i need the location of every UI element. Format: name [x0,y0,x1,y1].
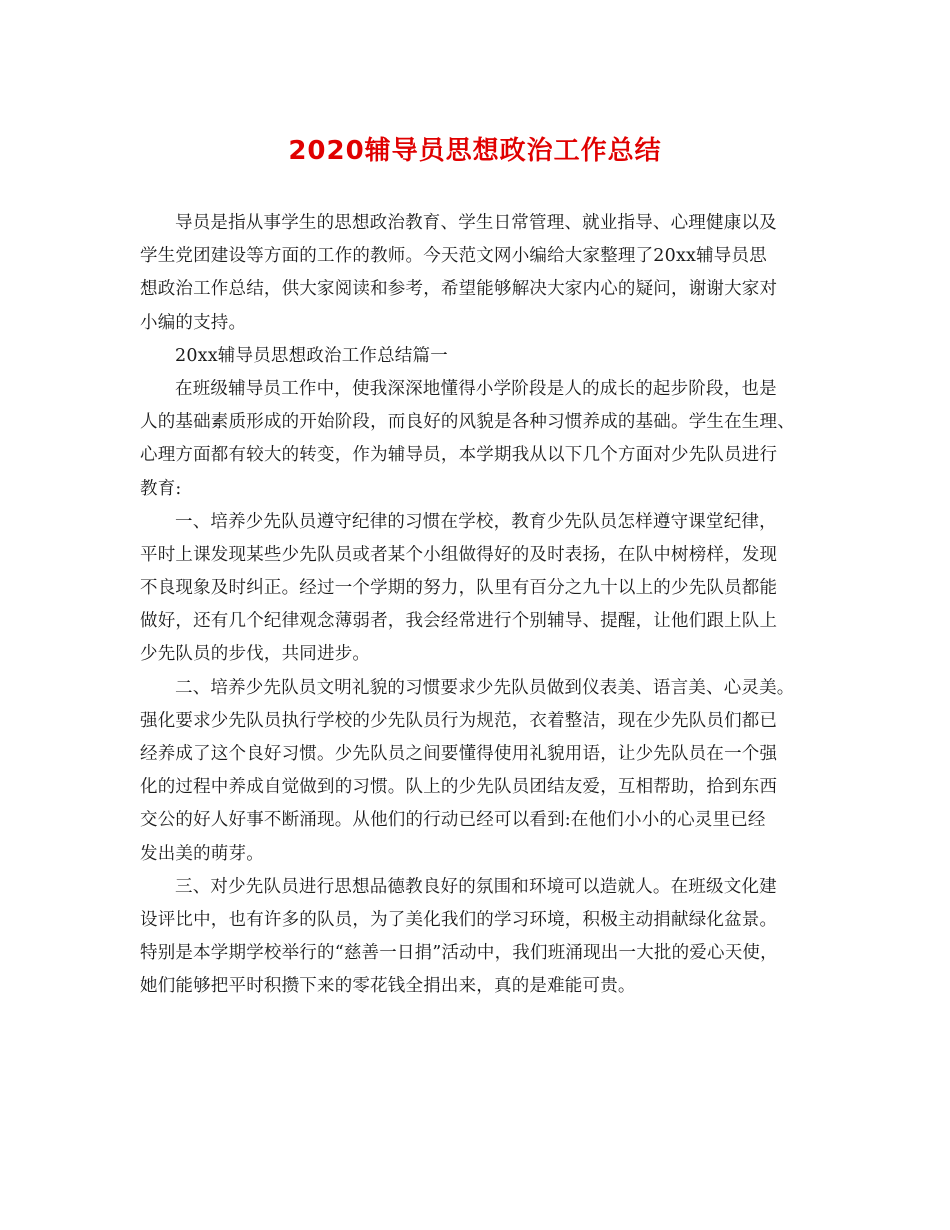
paragraph-line: 想政治工作总结，供大家阅读和参考，希望能够解决大家内心的疑问，谢谢大家对 [140,279,778,300]
paragraph-line: 二、培养少先队员文明礼貌的习惯要求少先队员做到仪表美、语言美、心灵美。 [175,677,795,698]
paragraph-line: 交公的好人好事不断涌现。从他们的行动已经可以看到:在他们小小的心灵里已经 [140,810,766,831]
paragraph-line: 设评比中，也有许多的队员，为了美化我们的学习环境，积极主动捐献绿化盆景。 [140,909,778,930]
paragraph-line: 特别是本学期学校举行的“慈善一日捐”活动中，我们班涌现出一大批的爱心天使， [140,943,778,964]
paragraph-line: 经养成了这个良好习惯。少先队员之间要懂得使用礼貌用语，让少先队员在一个强 [140,744,778,764]
paragraph-line: 小编的支持。 [140,312,247,333]
paragraph [140,207,828,340]
paragraph-line: 心理方面都有较大的转变，作为辅导员，本学期我从以下几个方面对少先队员进行 [140,445,778,466]
paragraph-line: 在班级辅导员工作中，使我深深地懂得小学阶段是人的成长的起步阶段，也是 [175,378,777,399]
paragraph-line: 发出美的萌芽。 [140,843,264,864]
paragraph-line: 人的基础素质形成的开始阶段，而良好的风貌是各种习惯养成的基础。学生在生理、 [140,412,795,433]
paragraph-line: 教育: [140,478,182,499]
paragraph-line: 少先队员的步伐，共同进步。 [140,644,371,665]
paragraph-line: 她们能够把平时积攒下来的零花钱全捐出来，真的是难能可贵。 [140,976,636,997]
paragraph [140,672,828,871]
paragraph-line: 三、对少先队员进行思想品德教良好的氛围和环境可以造就人。在班级文化建 [175,876,777,897]
document-body [140,207,828,1004]
paragraph [140,373,828,506]
paragraph-line: 平时上课发现某些少先队员或者某个小组做得好的及时表扬，在队中树榜样，发现 [140,544,778,565]
document-title: 2020辅导员思想政治工作总结 [288,136,662,166]
paragraph-line: 导员是指从事学生的思想政治教育、学生日常管理、就业指导、心理健康以及 [175,213,777,233]
paragraph [140,506,828,672]
paragraph-line: 20xx辅导员思想政治工作总结篇一 [175,345,448,366]
paragraph-line: 一、培养少先队员遵守纪律的习惯在学校，教育少先队员怎样遵守课堂纪律， [175,511,777,532]
paragraph-line: 不良现象及时纠正。经过一个学期的努力，队里有百分之九十以上的少先队员都能 [140,578,778,599]
paragraph-line: 化的过程中养成自觉做到的习惯。队上的少先队员团结友爱，互相帮助，拾到东西 [140,777,778,798]
paragraph [140,871,828,1004]
paragraph-line: 强化要求少先队员执行学校的少先队员行为规范，衣着整洁，现在少先队员们都已 [140,710,778,731]
paragraph [140,340,828,373]
paragraph-line: 学生党团建设等方面的工作的教师。今天范文网小编给大家整理了20xx辅导员思 [140,246,767,267]
paragraph-line: 做好，还有几个纪律观念薄弱者，我会经常进行个别辅导、提醒，让他们跟上队上 [140,611,778,632]
